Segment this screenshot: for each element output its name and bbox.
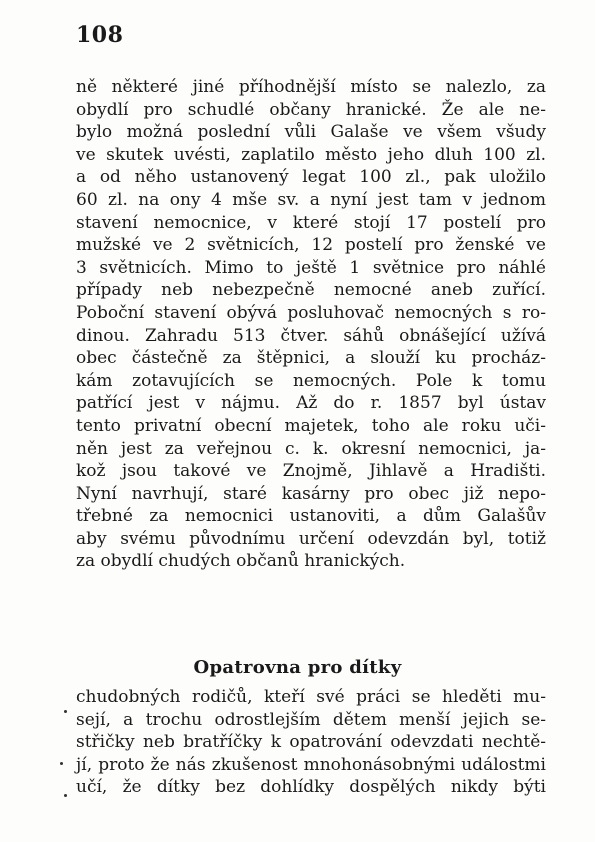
text-line: stavení nemocnice, v které stojí 17 postelí pro bbox=[76, 212, 546, 233]
text-line: Nyní navrhují, staré kasárny pro obec již nepo- bbox=[76, 483, 546, 504]
text-line: chudobných rodičů, kteří své práci se hleděti mu- bbox=[76, 687, 546, 707]
section-heading: Opatrovna pro dítky bbox=[193, 657, 402, 678]
text-line: třebné za nemocnici ustanoviti, a dům Galašův bbox=[76, 506, 546, 527]
text-line: učí, že dítky bez dohlídky dospělých nikdy býti bbox=[76, 777, 546, 798]
text-line: ně některé jiné příhodnější místo se nalezlo, za bbox=[76, 77, 546, 97]
paragraph-hospital bbox=[76, 76, 546, 573]
page-number: 108 bbox=[76, 22, 124, 48]
text-line: obec částečně za štěpnici, a slouží ku procház- bbox=[76, 348, 546, 369]
text-line: kož jsou takové ve Znojmě, Jihlavě a Hradišti. bbox=[76, 461, 546, 482]
text-line: něn jest za veřejnou c. k. okresní nemocnici, ja- bbox=[76, 438, 546, 459]
text-line: 60 zl. na ony 4 mše sv. a nyní jest tam v jednom bbox=[76, 189, 546, 210]
text-line: 3 světnicích. Mimo to ještě 1 světnice pro náhlé bbox=[76, 257, 546, 278]
margin-dot bbox=[60, 762, 63, 765]
margin-dot bbox=[64, 710, 67, 713]
text-line: dinou. Zahradu 513 čtver. sáhů obnášející užívá bbox=[76, 325, 546, 346]
text-line: Poboční stavení obývá posluhovač nemocných s ro- bbox=[76, 302, 546, 323]
text-line: tento privatní obecní majetek, toho ale roku uči- bbox=[76, 415, 546, 436]
text-line: mužské ve 2 světnicích, 12 postelí pro ženské ve bbox=[76, 235, 546, 256]
text-line: aby svému původnímu určení odevzdán byl, totiž bbox=[76, 528, 546, 549]
margin-dot bbox=[64, 794, 67, 797]
text-line: za obydlí chudých občanů hranických. bbox=[76, 551, 406, 572]
paragraph-nursery bbox=[76, 686, 546, 799]
text-line: obydlí pro schudlé občany hranické. Že ale ne- bbox=[76, 99, 546, 120]
text-line: jí, proto že nás zkušenost mnohonásobnými událostmi bbox=[76, 754, 546, 775]
text-line: kám zotavujících se nemocných. Pole k tomu bbox=[76, 370, 546, 391]
text-line: sejí, a trochu odrostlejším dětem menší jejich se- bbox=[76, 709, 546, 730]
text-line: patřící jest v nájmu. Až do r. 1857 byl ústav bbox=[76, 393, 546, 414]
text-line: případy neb nebezpečně nemocné aneb zuřící. bbox=[76, 280, 546, 301]
text-line: střičky neb bratříčky k opatrování odevzdati nechtě- bbox=[76, 732, 546, 753]
text-line: ve skutek uvésti, zaplatilo město jeho dluh 100 zl. bbox=[76, 144, 546, 165]
text-line: bylo možná poslední vůli Galaše ve všem všudy bbox=[76, 122, 546, 143]
text-line: a od něho ustanovený legat 100 zl., pak uložilo bbox=[76, 167, 546, 188]
